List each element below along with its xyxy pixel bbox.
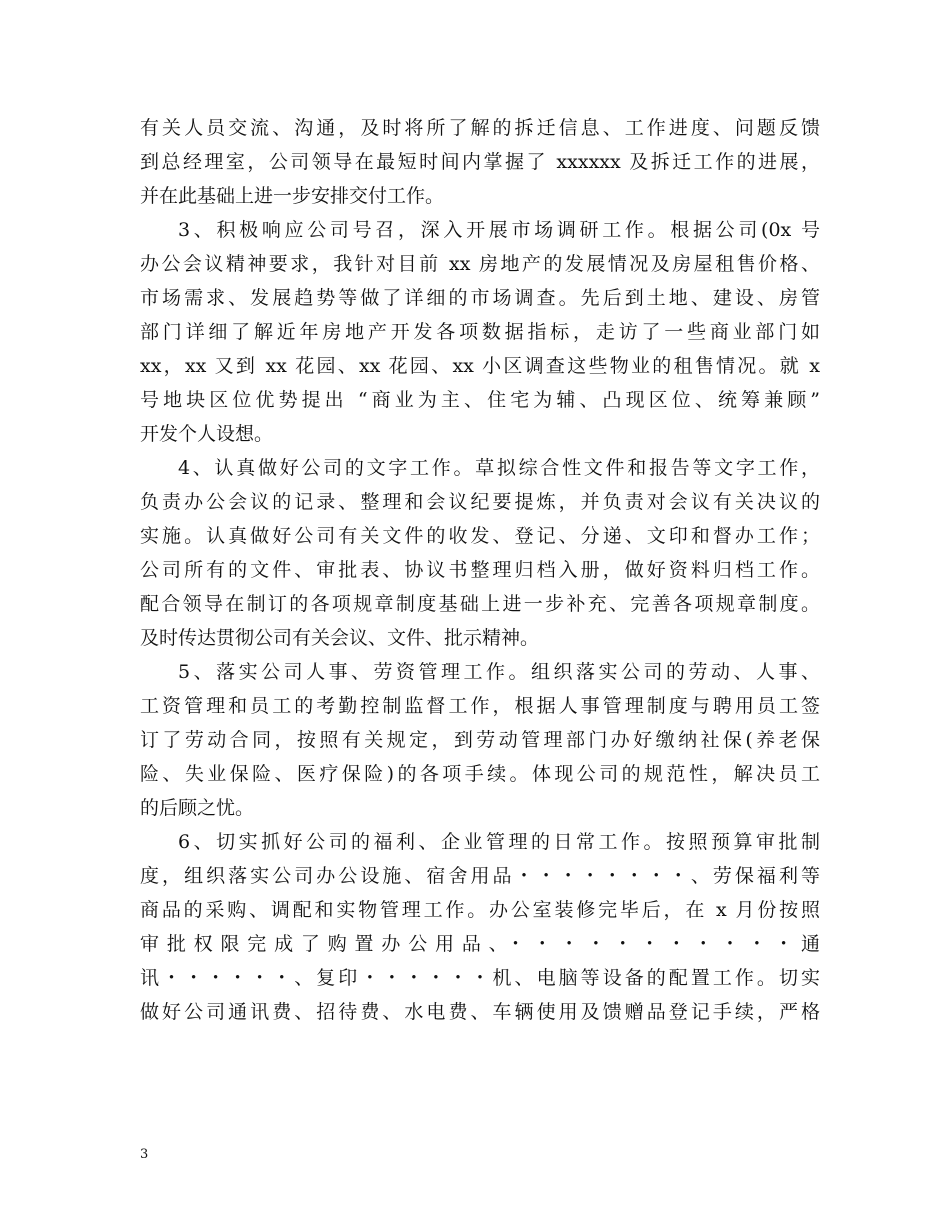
text-line: 6、切实抓好公司的福利、企业管理的日常工作。按照预算审批制 — [178, 831, 820, 853]
text-line: 工资管理和员工的考勤控制监督工作，根据人事管理制度与聘用员工签 — [140, 695, 820, 717]
text-line: 开发个人设想。 — [140, 423, 274, 445]
text-line: 市场需求、发展趋势等做了详细的市场调查。先后到土地、建设、房管 — [140, 287, 820, 309]
text-line: 做好公司通讯费、招待费、水电费、车辆使用及馈赠品登记手续，严格 — [140, 1001, 820, 1023]
text-line: 号地块区位优势提出 “商业为主、住宅为辅、凸现区位、统筹兼顾” — [140, 389, 820, 411]
text-line: 实施。认真做好公司有关文件的收发、登记、分递、文印和督办工作； — [140, 525, 820, 547]
page-number: 3 — [140, 1147, 149, 1162]
text-line: 有关人员交流、沟通，及时将所了解的拆迁信息、工作进度、问题反馈 — [140, 117, 820, 139]
text-line: 配合领导在制订的各项规章制度基础上进一步补充、完善各项规章制度。 — [140, 593, 820, 615]
text-line: 审批权限完成了购置办公用品、・・・・・・・・・・・通 — [140, 933, 820, 955]
text-line: 部门详细了解近年房地产开发各项数据指标，走访了一些商业部门如 — [140, 321, 820, 343]
body-text — [140, 111, 820, 1029]
text-line: 讯・・・・・・、复印・・・・・・机、电脑等设备的配置工作。切实 — [140, 967, 820, 989]
text-line: 的后顾之忧。 — [140, 797, 255, 819]
text-line: 到总经理室，公司领导在最短时间内掌握了 xxxxxx 及拆迁工作的进展， — [140, 151, 820, 173]
text-line: 公司所有的文件、审批表、协议书整理归档入册，做好资料归档工作。 — [140, 559, 820, 581]
text-line: 负责办公会议的记录、整理和会议纪要提炼，并负责对会议有关决议的 — [140, 491, 820, 513]
text-line: 办公会议精神要求，我针对目前 xx 房地产的发展情况及房屋租售价格、 — [140, 253, 820, 275]
text-line: xx，xx 又到 xx 花园、xx 花园、xx 小区调查这些物业的租售情况。就 x — [140, 355, 820, 377]
text-line: 度，组织落实公司办公设施、宿舍用品・・・・・・・・、劳保福利等 — [140, 865, 820, 887]
text-line: 及时传达贯彻公司有关会议、文件、批示精神。 — [140, 627, 540, 649]
text-line: 并在此基础上进一步安排交付工作。 — [140, 185, 445, 207]
text-line: 4、认真做好公司的文字工作。草拟综合性文件和报告等文字工作， — [178, 457, 820, 479]
text-line: 险、失业保险、医疗保险)的各项手续。体现公司的规范性，解决员工 — [140, 763, 820, 785]
text-line: 5、落实公司人事、劳资管理工作。组织落实公司的劳动、人事、 — [178, 661, 820, 683]
text-line: 商品的采购、调配和实物管理工作。办公室装修完毕后，在 x 月份按照 — [140, 899, 820, 921]
text-line: 订了劳动合同，按照有关规定，到劳动管理部门办好缴纳社保(养老保 — [140, 729, 820, 751]
text-line: 3、积极响应公司号召，深入开展市场调研工作。根据公司(0x 号 — [178, 219, 820, 241]
